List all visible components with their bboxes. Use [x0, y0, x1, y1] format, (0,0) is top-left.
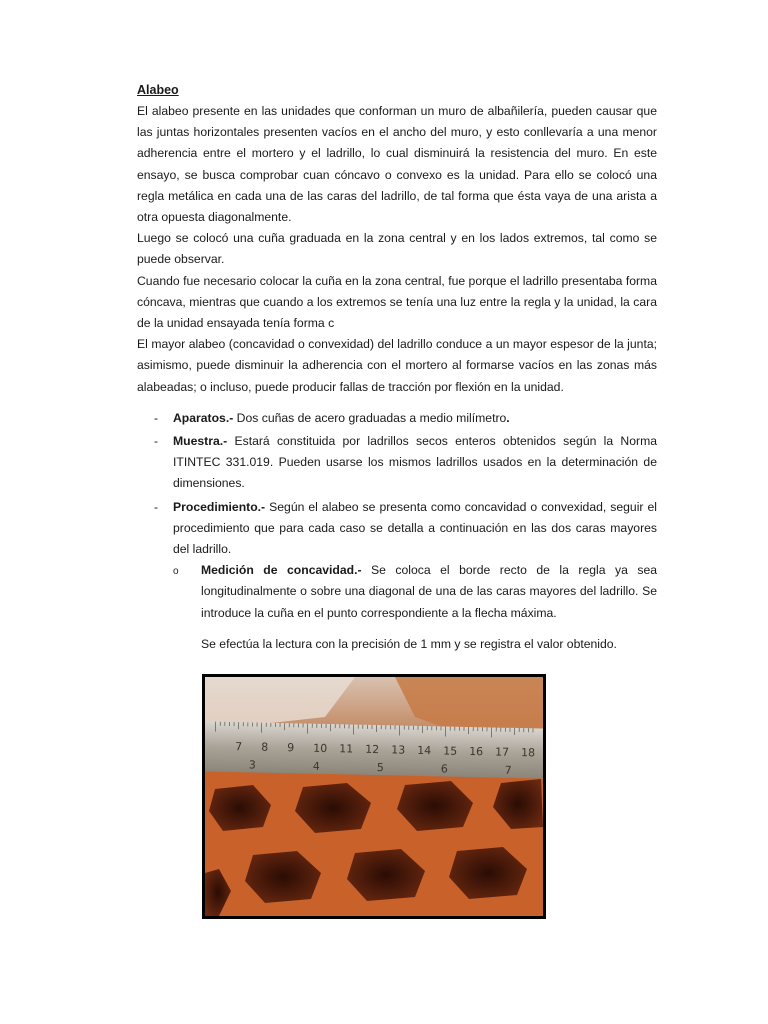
item-text: Estará constituida por ladrillos secos enteros obtenidos según la Norma ITINTEC 331.019. Pueden usarse los mismos ladrillos usados en la determinación de dimensiones.: [173, 434, 657, 491]
ruler-bottom-number: 7: [504, 763, 512, 777]
sub-item-text: Se coloca el borde recto de la regla ya sea longitudinalmente o sobre una diagonal de una de las caras mayores del ladrillo. Se introduce la cuña en el punto correspondiente a la flecha máxima.: [201, 563, 657, 620]
reading-note: Se efectúa la lectura con la precisión de 1 mm y se registra el valor obtenido.: [201, 636, 617, 651]
paragraph-wedge: Luego se colocó una cuña graduada en la zona central y en los lados extremos, tal como se puede observar.: [137, 231, 657, 267]
ruler-top-number: 13: [391, 743, 406, 757]
item-label: Muestra.-: [173, 434, 228, 449]
item-label: Aparatos.-: [173, 410, 234, 425]
ruler-top-number: 11: [339, 742, 354, 756]
ruler-top-number: 16: [469, 744, 484, 759]
dash-bullet: -: [154, 410, 159, 425]
dash-bullet: -: [154, 434, 159, 449]
ruler-bottom-number: 3: [248, 758, 256, 772]
ruler-top-number: 12: [365, 742, 380, 757]
sub-item-concavidad: [173, 560, 657, 624]
ruler-top-number: 15: [443, 744, 458, 758]
circle-bullet-icon: o: [173, 566, 179, 578]
section-title: Alabeo: [137, 83, 179, 97]
sub-list: [173, 560, 657, 624]
ruler-top-number: 18: [520, 746, 536, 760]
brick-ruler-photo: [202, 674, 546, 919]
ruler-bottom-number: 4: [312, 759, 320, 773]
ruler-top-number: 14: [417, 743, 432, 758]
ruler-top-number: 7: [235, 740, 243, 754]
item-label: Procedimiento.-: [173, 499, 266, 514]
item-text: Dos cuñas de acero graduadas a medio milímetro: [233, 410, 507, 425]
ruler-top-number: 10: [313, 741, 328, 756]
paragraph-shape: Cuando fue necesario colocar la cuña en la zona central, fue porque el ladrillo presentaba forma cóncava, mientras que cuando a los extremos se tenía una luz entre la regla y la unidad, la cara de la unidad ensayada tenía forma c: [137, 273, 657, 331]
ruler-top-number: 8: [261, 740, 269, 754]
list-item-procedimiento: [137, 497, 657, 624]
document-page: [137, 80, 657, 655]
item-trail: .: [506, 410, 510, 425]
photo-illustration: [205, 677, 543, 916]
ruler-bottom-number: 5: [376, 761, 384, 775]
paragraph-intro: El alabeo presente en las unidades que conforman un muro de albañilería, pueden causar que las juntas horizontales presenten vacíos en el ancho del muro, y esto conllevaría a una menor adherencia entre el mortero y el ladrillo, lo cual disminuirá la resistencia del muro. En este ensayo, se busca comprobar cuan cóncavo o convexo es la unidad. Para ello se colocó una regla metálica en cada una de las caras del ladrillo, de tal forma que ésta vaya de una arista a otra opuesta diagonalmente.: [137, 104, 657, 225]
ruler-top-number: 17: [494, 745, 510, 759]
dash-bullet: -: [154, 499, 159, 514]
ruler-top-number: 9: [287, 741, 295, 755]
list-item-aparatos: [137, 408, 657, 429]
sub-item-label: Medición de concavidad.-: [201, 563, 362, 578]
metal-ruler: [205, 721, 543, 779]
list-item-muestra: [137, 431, 657, 495]
paragraph-effects: El mayor alabeo (concavidad o convexidad) del ladrillo conduce a un mayor espesor de la junta; asimismo, puede disminuir la adherencia con el mortero al formarse vacíos en las zonas más alabeadas; o incluso, puede producir fallas de tracción por flexión en la unidad.: [137, 337, 657, 394]
procedure-list: [137, 408, 657, 624]
item-text: Según el alabeo se presenta como concavidad o convexidad, seguir el procedimiento que para cada caso se detalla a continuación en las dos caras mayores del ladrillo.: [173, 499, 657, 557]
ruler-bottom-number: 6: [440, 762, 448, 776]
